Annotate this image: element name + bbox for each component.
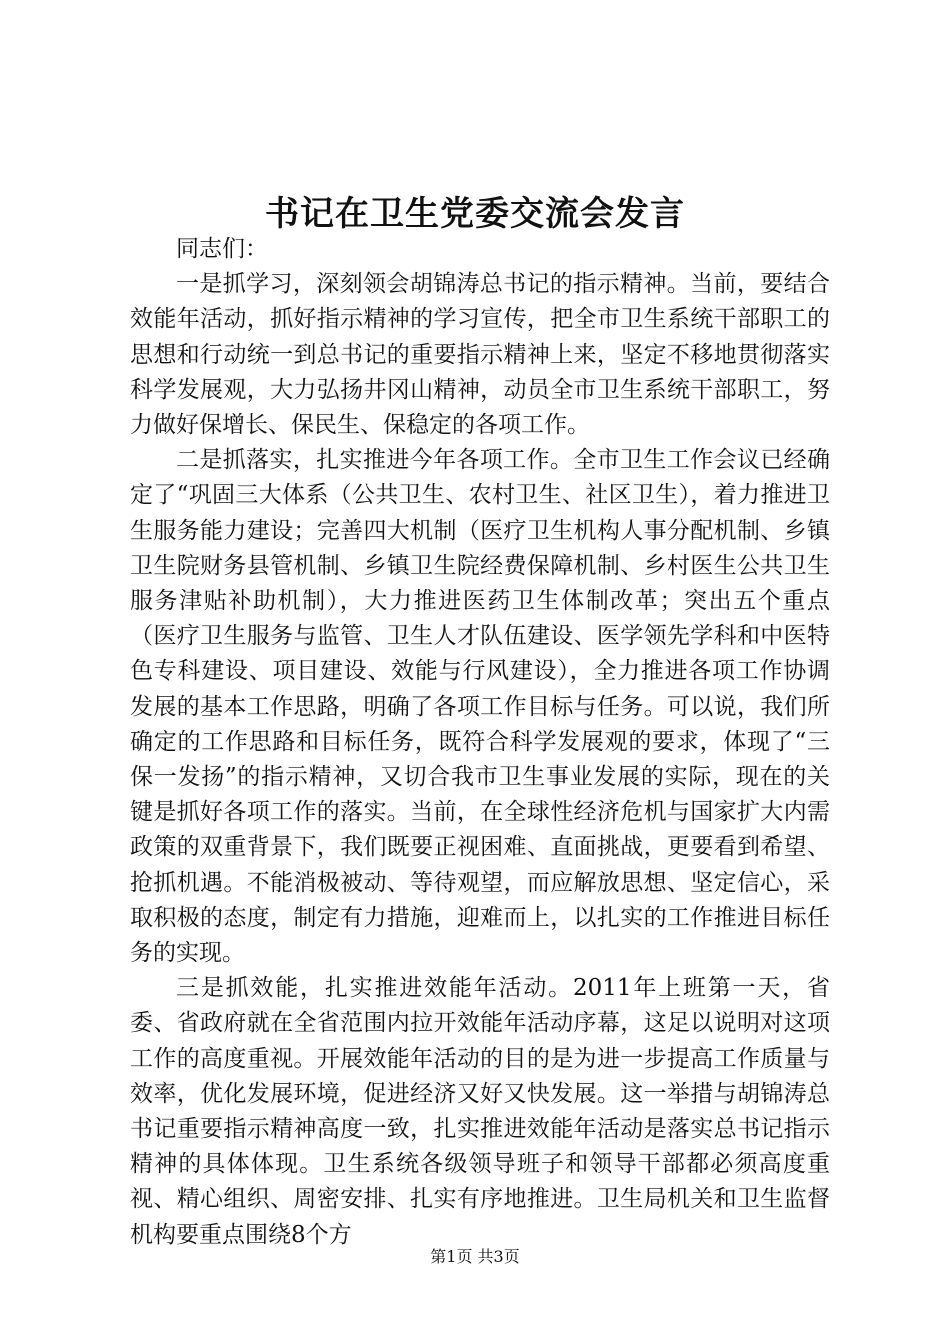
- document-body: [130, 232, 830, 1253]
- page-footer: 第1页 共3页: [430, 1247, 520, 1266]
- paragraph-3: 三是抓效能，扎实推进效能年活动。2011年上班第一天，省委、省政府就在全省范围内拉开效能年活动序幕，这足以说明对这项工作的高度重视。开展效能年活动的目的是为进一步提高工作质量与效率，优化发展环境，促进经济又好又快发展。这一举措与胡锦涛总书记重要指示精神高度一致，扎实推进效能年活动是落实总书记指示精神的具体体现。卫生系统各级领导班子和领导干部都必须高度重视、精心组织、周密安排、扎实有序地推进。卫生局机关和卫生监督机构要重点围绕8个方: [130, 975, 830, 1248]
- salutation: 同志们：: [176, 236, 268, 262]
- paragraph-1: 一是抓学习，深刻领会胡锦涛总书记的指示精神。当前，要结合效能年活动，抓好指示精神的学习宣传，把全市卫生系统干部职工的思想和行动统一到总书记的重要指示精神上来，坚定不移地贯彻落实科学发展观，大力弘扬井冈山精神，动员全市卫生系统干部职工，努力做好保增长、保民生、保稳定的各项工作。: [130, 271, 830, 439]
- paragraph-2: 二是抓落实，扎实推进今年各项工作。全市卫生工作会议已经确定了“巩固三大体系（公共卫生、农村卫生、社区卫生），着力推进卫生服务能力建设；完善四大机制（医疗卫生机构人事分配机制、乡镇卫生院财务县管机制、乡镇卫生院经费保障机制、乡村医生公共卫生服务津贴补助机制），大力推进医药卫生体制改革；突出五个重点（医疗卫生服务与监管、卫生人才队伍建设、医学领先学科和中医特色专科建设、项目建设、效能与行风建设），全力推进各项工作协调发展的基本工作思路，明确了各项工作目标与任务。可以说，我们所确定的工作思路和目标任务，既符合科学发展观的要求，体现了“三保一发扬”的指示精神，又切合我市卫生事业发展的实际，现在的关键是抓好各项工作的落实。当前，在全球性经济危机与国家扩大内需政策的双重背景下，我们既要正视困难、直面挑战，更要看到希望、抢抓机遇。不能消极被动、等待观望，而应解放思想、坚定信心，采取积极的态度，制定有力措施，迎难而上，以扎实的工作推进目标任务的实现。: [130, 447, 830, 967]
- document-title: 书记在卫生党委交流会发言: [265, 194, 685, 234]
